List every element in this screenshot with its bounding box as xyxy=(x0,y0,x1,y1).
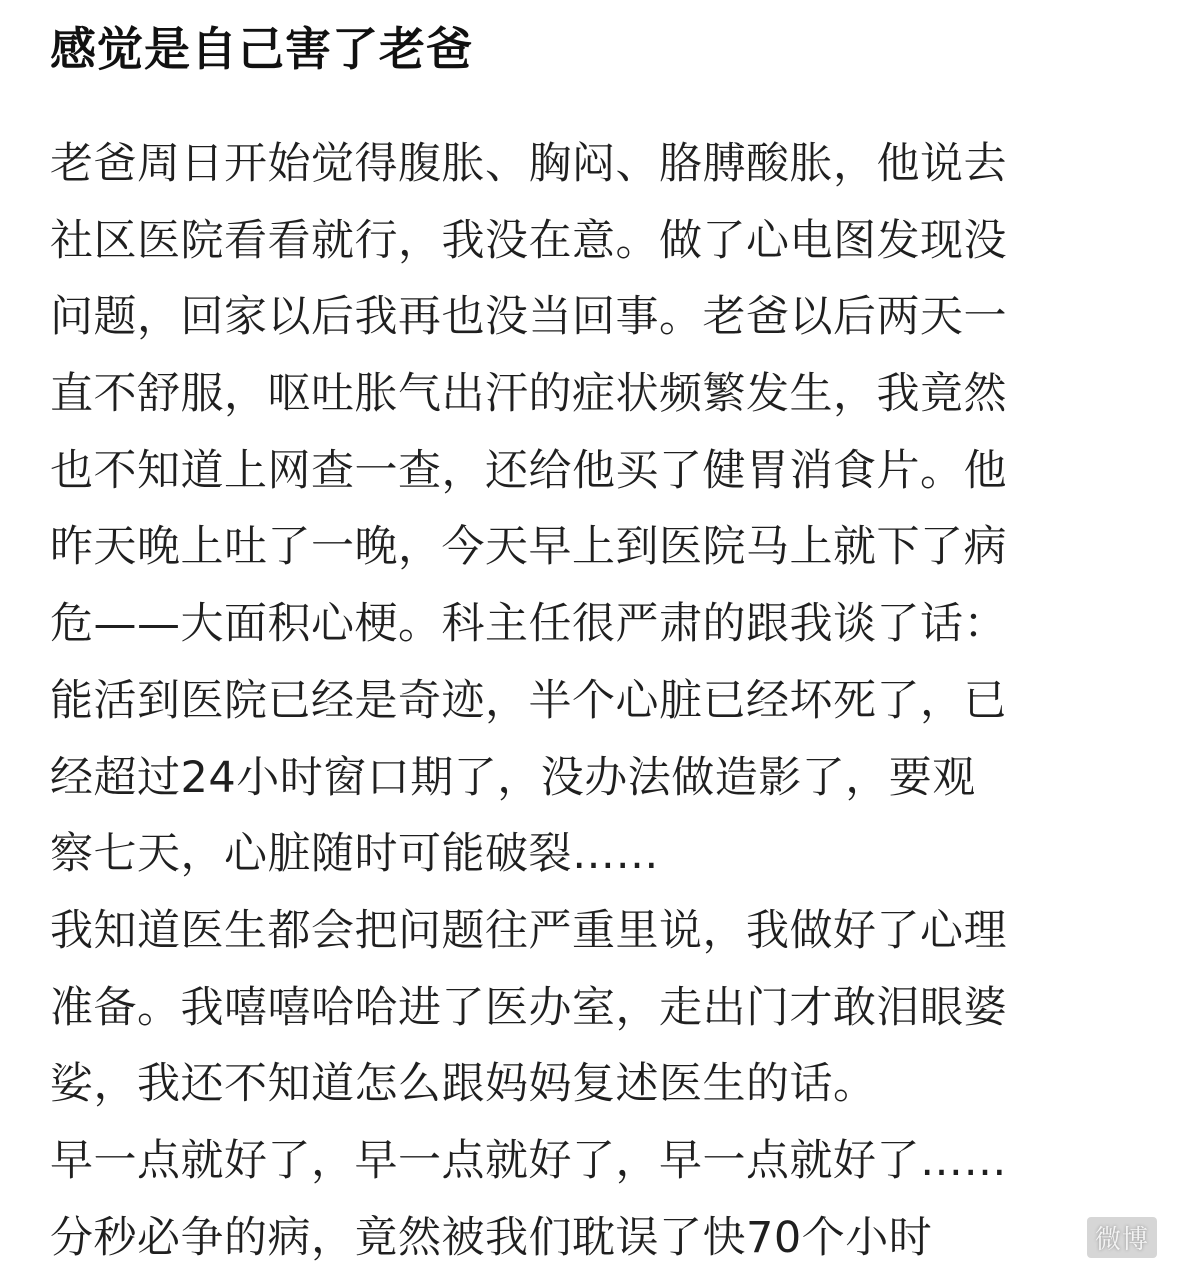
post-content xyxy=(50,0,1150,1276)
body-line-9: 经超过24小时窗口期了，没办法做造影了，要观 xyxy=(50,752,976,803)
body-line-12: 准备。我嘻嘻哈哈进了医办室，走出门才敢泪眼婆 xyxy=(50,982,1007,1033)
body-line-1: 老爸周日开始觉得腹胀、胸闷、胳膊酸胀，他说去 xyxy=(50,139,1007,189)
body-line-3: 问题，回家以后我再也没当回事。老爸以后两天一 xyxy=(50,292,1007,343)
body-line-2: 社区医院看看就行，我没在意。做了心电图发现没 xyxy=(50,215,1007,266)
body-line-10: 察七天，心脏随时可能破裂…… xyxy=(50,829,659,880)
body-line-6: 昨天晚上吐了一晚，今天早上到医院马上就下了病 xyxy=(50,522,1007,573)
post-body xyxy=(50,126,1150,1276)
post-title: 感觉是自己害了老爸 xyxy=(50,22,473,76)
body-line-15: 分秒必争的病，竟然被我们耽误了快70个小时 xyxy=(50,1212,933,1263)
body-line-11: 我知道医生都会把问题往严重里说，我做好了心理 xyxy=(50,905,1007,956)
body-line-8: 能活到医院已经是奇迹，半个心脏已经坏死了，已 xyxy=(50,675,1007,726)
body-line-13: 娑，我还不知道怎么跟妈妈复述医生的话。 xyxy=(50,1059,877,1110)
body-line-14: 早一点就好了，早一点就好了，早一点就好了…… xyxy=(50,1135,1007,1186)
body-line-7: 危——大面积心梗。科主任很严肃的跟我谈了话： xyxy=(50,599,1007,650)
body-line-4: 直不舒服，呕吐胀气出汗的症状频繁发生，我竟然 xyxy=(50,369,1007,420)
body-line-5: 也不知道上网查一查，还给他买了健胃消食片。他 xyxy=(50,445,1007,496)
watermark: 微博 xyxy=(1087,1217,1157,1258)
